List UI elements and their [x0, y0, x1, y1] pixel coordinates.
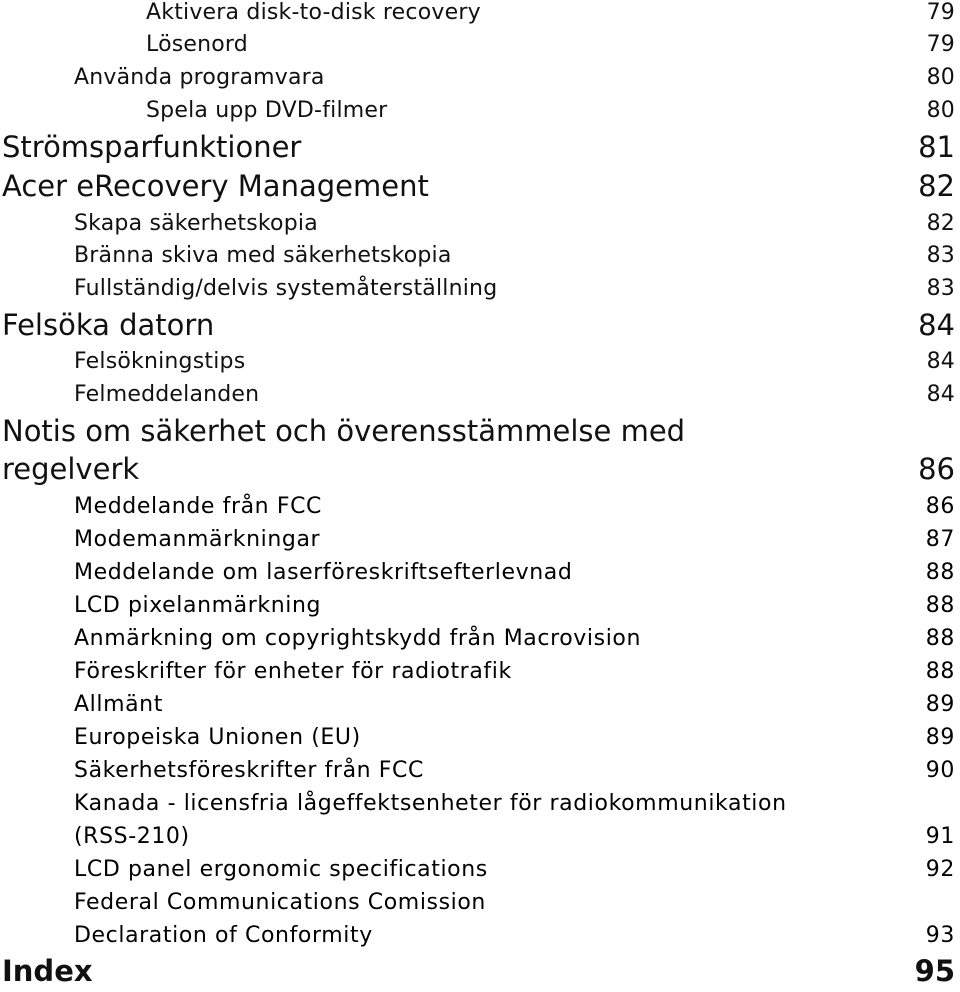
toc-entry-title: Kanada - licensfria lågeffektsenheter för radiokommunikation — [74, 791, 787, 816]
toc-entry-title: Felmeddelanden — [74, 382, 260, 407]
toc-entry-title: Använda programvara — [74, 65, 325, 90]
toc-entry-page: 90 — [925, 758, 955, 783]
toc-entry-page: 79 — [926, 32, 955, 57]
toc-entry-title: Modemanmärkningar — [74, 527, 321, 552]
toc-chapter-title: regelverk — [2, 452, 140, 486]
toc-entry-title: Europeiska Unionen (EU) — [74, 725, 361, 750]
toc-entry-title: Meddelande från FCC — [74, 494, 322, 519]
toc-entry-title: Anmärkning om copyrightskydd från Macrovision — [74, 626, 642, 651]
toc-chapter-page: 84 — [918, 308, 955, 342]
toc-entry-page: 92 — [925, 857, 955, 882]
toc-entry-title: Säkerhetsföreskrifter från FCC — [74, 758, 424, 783]
toc-entry-title: Lösenord — [146, 32, 248, 57]
toc-entry-title: LCD panel ergonomic specifications — [74, 857, 488, 882]
toc-entry-page: 82 — [926, 211, 955, 236]
toc-entry-title: LCD pixelanmärkning — [74, 593, 322, 618]
toc-entry-title: Bränna skiva med säkerhetskopia — [74, 243, 452, 268]
toc-entry-title: Declaration of Conformity — [74, 923, 373, 948]
toc-entry-title: Aktivera disk-to-disk recovery — [146, 0, 481, 25]
toc-entry-page: 89 — [925, 692, 955, 717]
toc-entry-page: 93 — [925, 923, 955, 948]
toc-entry-page: 80 — [926, 98, 955, 123]
toc-entry-page: 80 — [926, 65, 955, 90]
toc-entry-page: 79 — [926, 0, 955, 25]
toc-entry-title: (RSS-210) — [74, 824, 190, 849]
toc-entry-title: Meddelande om laserföreskriftsefterlevnad — [74, 560, 573, 585]
toc-entry-page: 91 — [925, 824, 955, 849]
toc-entry-title: Skapa säkerhetskopia — [74, 211, 318, 236]
toc-entry-page: 89 — [925, 725, 955, 750]
toc-chapter-title: Acer eRecovery Management — [2, 169, 429, 203]
toc-entry-page: 88 — [925, 593, 955, 618]
toc-entry-title: Spela upp DVD-filmer — [146, 98, 388, 123]
toc-entry-page: 84 — [926, 349, 955, 374]
toc-entry-page: 84 — [926, 382, 955, 407]
toc-entry-title: Felsökningstips — [74, 349, 246, 374]
toc-entry-page: 87 — [925, 527, 955, 552]
toc-chapter-title: Strömsparfunktioner — [2, 130, 302, 164]
toc-entry-page: 86 — [925, 494, 955, 519]
toc-chapter-title: Notis om säkerhet och överensstämmelse med — [2, 414, 686, 448]
toc-entry-page: 83 — [926, 243, 955, 268]
toc-chapter-page: 86 — [918, 452, 955, 486]
toc-entry-page: 88 — [925, 626, 955, 651]
toc-entry-title: Fullständig/delvis systemåterställning — [74, 276, 498, 301]
toc-chapter-title: Index — [2, 954, 93, 988]
toc-entry-title: Federal Communications Comission — [74, 890, 486, 915]
toc-entry-title: Allmänt — [74, 692, 163, 717]
toc-entry-page: 88 — [925, 560, 955, 585]
toc-chapter-page: 82 — [918, 169, 955, 203]
toc-entry-title: Föreskrifter för enheter för radiotrafik — [74, 659, 512, 684]
toc-chapter-page: 95 — [914, 954, 955, 988]
toc-chapter-page: 81 — [918, 130, 955, 164]
toc-chapter-title: Felsöka datorn — [2, 308, 215, 342]
toc-entry-page: 83 — [926, 276, 955, 301]
toc-entry-page: 88 — [925, 659, 955, 684]
